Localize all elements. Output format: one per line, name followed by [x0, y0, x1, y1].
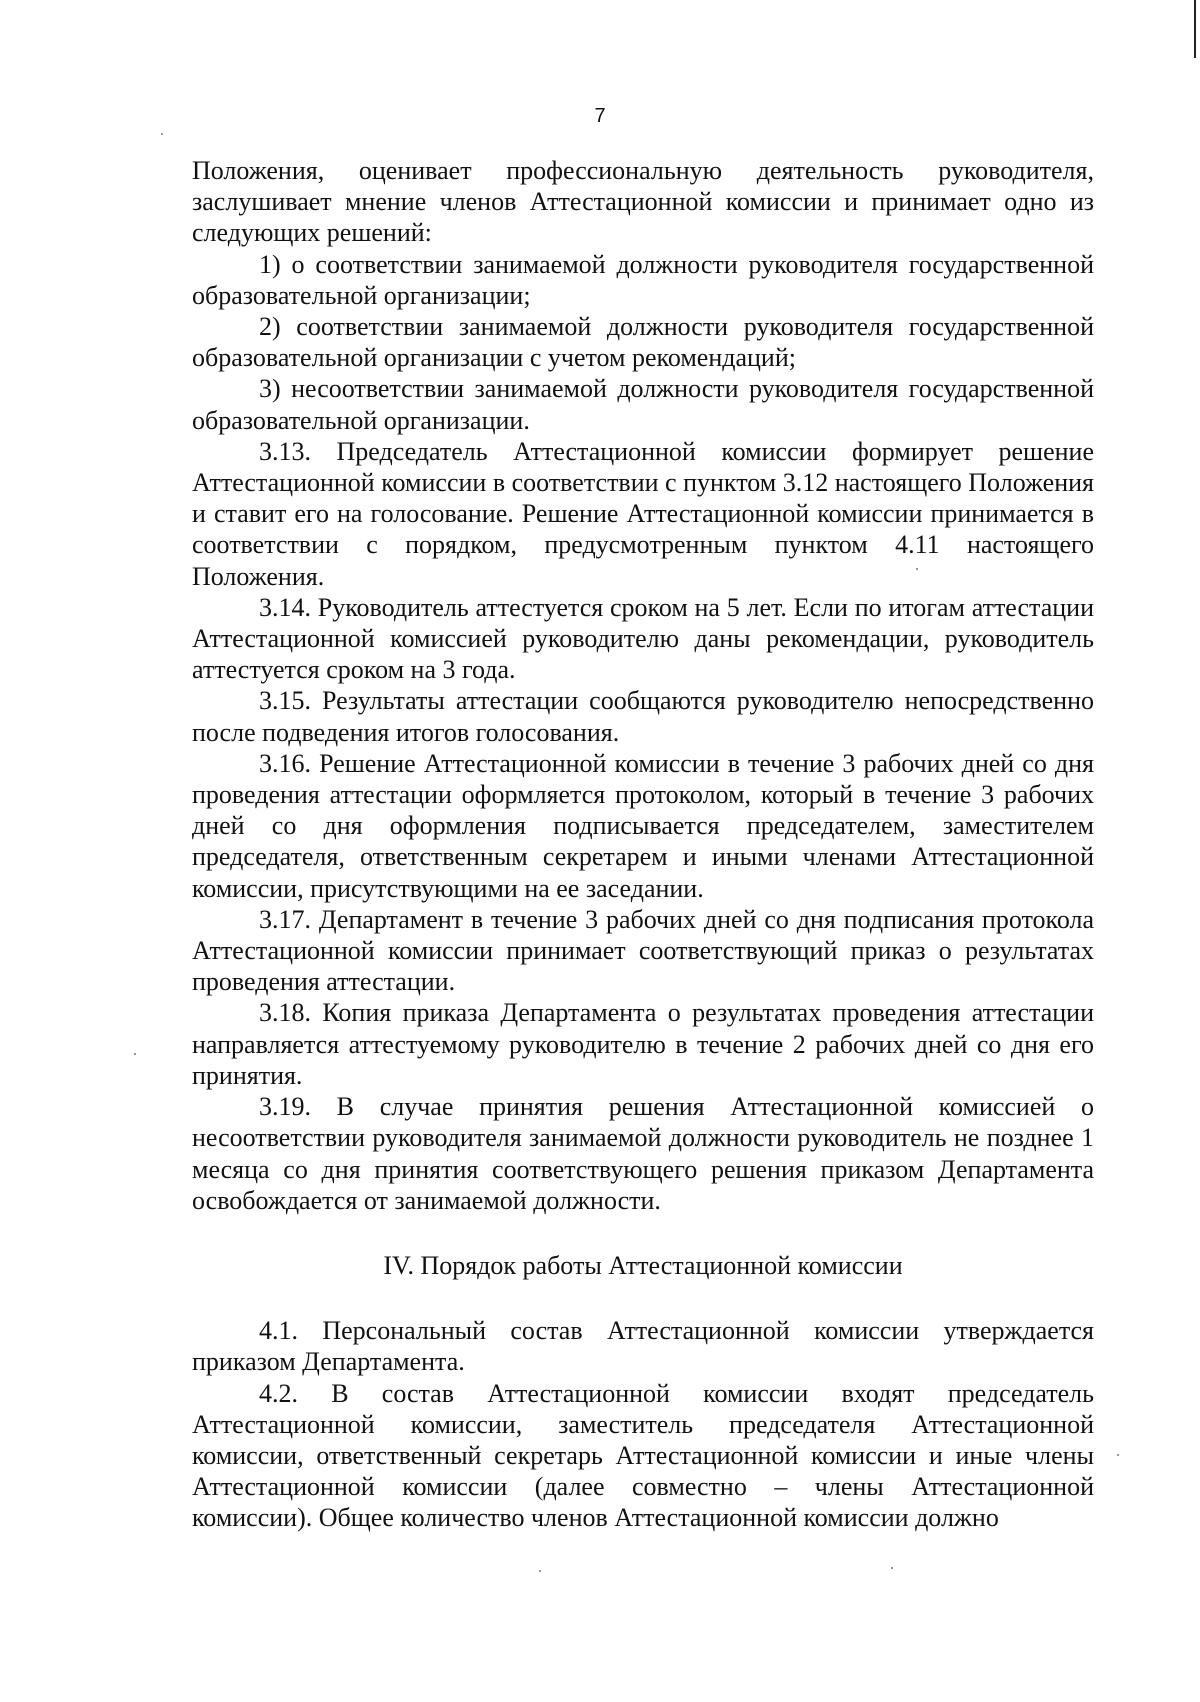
clause-3-18: 3.18. Копия приказа Департамента о результатах проведения аттестации направляется аттестуемому руководителю в течение 2 рабочих дней со дня его принятия.	[192, 998, 1094, 1090]
clause-3-19: 3.19. В случае принятия решения Аттестационной комиссией о несоответствии руководителя занимаемой должности руководитель не позднее 1 месяца со дня принятия соответствующего решения приказом Департамента освобождается от занимаемой должности.	[192, 1092, 1094, 1215]
clause-3-15: 3.15. Результаты аттестации сообщаются руководителю непосредственно после подведения итогов голосования.	[192, 686, 1094, 747]
clause-3-13: 3.13. Председатель Аттестационной комиссии формирует решение Аттестационной комиссии в соответствии с пунктом 3.12 настоящего Положения и ставит его на голосование. Решение Аттестационной комиссии принимается в соответствии с порядком, предусмотренным пунктом 4.11 настоящего Положения.	[192, 436, 1094, 591]
clause-3-16: 3.16. Решение Аттестационной комиссии в течение 3 рабочих дней со дня проведения аттестации оформляется протоколом, который в течение 3 рабочих дней со дня оформления подписывается председателем, заместителем председателя, ответственным секретарем и иными членами Аттестационной комиссии, присутствующими на ее заседании.	[192, 748, 1094, 903]
decision-option-2: 2) соответствии занимаемой должности руководителя государственной образовательной организации с учетом рекомендаций;	[192, 312, 1094, 373]
clause-3-14: 3.14. Руководитель аттестуется сроком на 5 лет. Если по итогам аттестации Аттестационной комиссией руководителю даны рекомендации, руководитель аттестуется сроком на 3 года.	[192, 592, 1094, 685]
section-heading: IV. Порядок работы Аттестационной комиссии	[383, 1250, 903, 1280]
clause-4-1: 4.1. Персональный состав Аттестационной комиссии утверждается приказом Департамента.	[192, 1316, 1094, 1377]
scan-speck	[134, 1053, 136, 1055]
paragraph-continuation: Положения, оценивает профессиональную деятельность руководителя, заслушивает мнение членов Аттестационной комиссии и принимает одно из следующих решений:	[192, 156, 1094, 248]
scan-speck	[1117, 1454, 1119, 1456]
decision-option-1: 1) о соответствии занимаемой должности руководителя государственной образовательной организации;	[192, 249, 1094, 310]
document-body	[192, 155, 1094, 1534]
scan-speck	[161, 133, 163, 135]
scan-speck	[916, 568, 918, 570]
scan-edge-mark	[1194, 0, 1196, 58]
page-number: 7	[594, 105, 606, 127]
scan-speck	[539, 1570, 541, 1572]
clause-4-2: 4.2. В состав Аттестационной комиссии входят председатель Аттестационной комиссии, заместитель председателя Аттестационной комиссии, ответственный секретарь Аттестационной комиссии и иные члены Аттестационной комиссии (далее совместно – члены Аттестационной комиссии). Общее количество членов Аттестационной комиссии должно	[192, 1378, 1094, 1533]
scan-speck	[891, 1567, 893, 1569]
decision-option-3: 3) несоответствии занимаемой должности руководителя государственной образовательной организации.	[192, 374, 1094, 435]
clause-3-17: 3.17. Департамент в течение 3 рабочих дней со дня подписания протокола Аттестационной комиссии принимает соответствующий приказ о результатах проведения аттестации.	[192, 904, 1094, 997]
